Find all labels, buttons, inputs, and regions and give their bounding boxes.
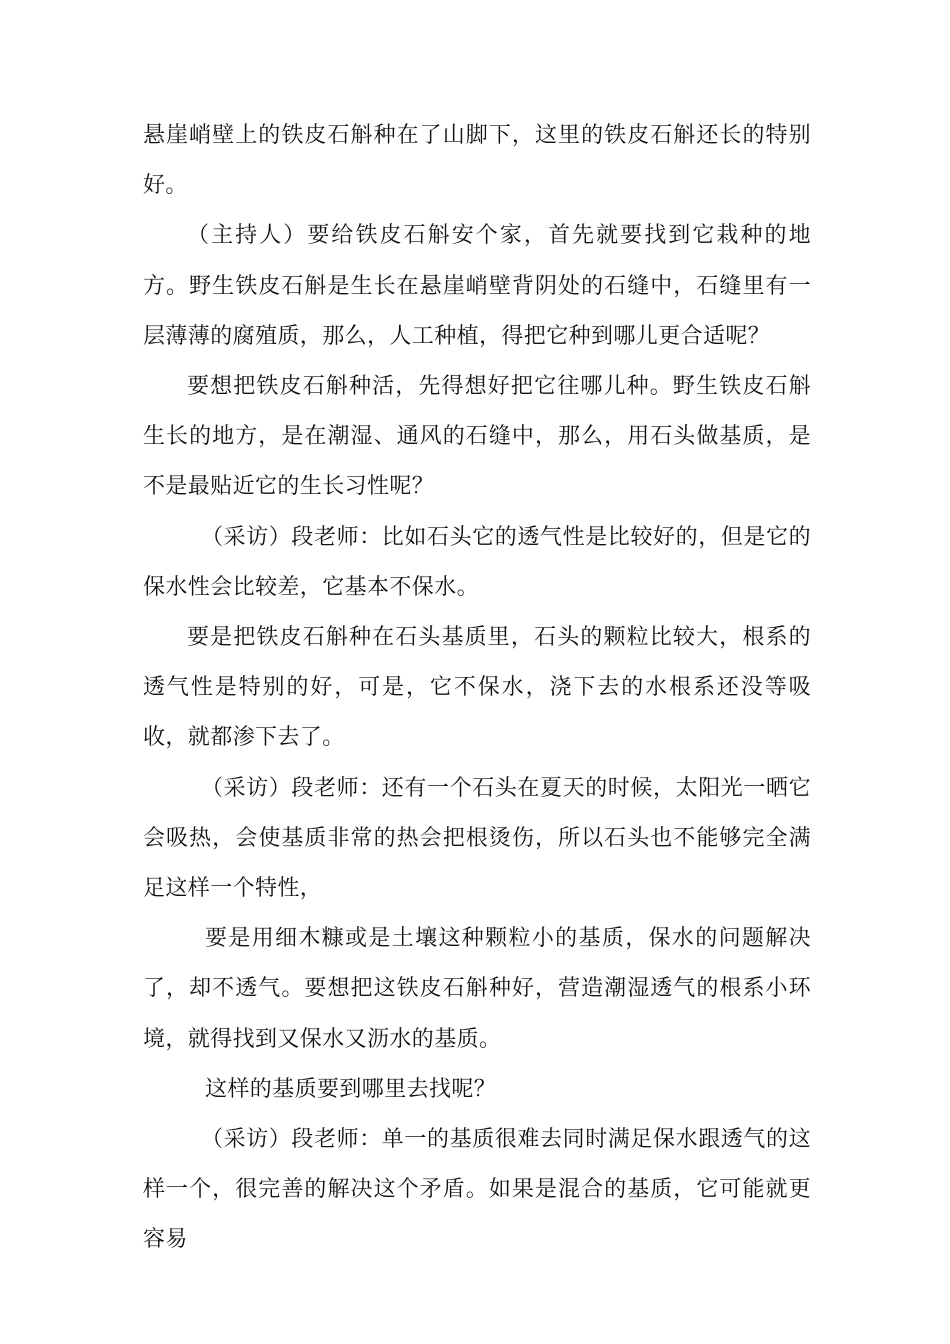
paragraph-9: （采访）段老师：单一的基质很难去同时满足保水跟透气的这样一个，很完善的解决这个矛盾。如果是混合的基质，它可能就更容易 bbox=[143, 1127, 811, 1253]
paragraph-2: （主持人）要给铁皮石斛安个家，首先就要找到它栽种的地方。野生铁皮石斛是生长在悬崖峭壁背阴处的石缝中，石缝里有一层薄薄的腐殖质，那么，人工种植，得把它种到哪儿更合适呢？ bbox=[143, 223, 811, 349]
paragraph-8: 这样的基质要到哪里去找呢？ bbox=[205, 1076, 497, 1102]
paragraph-7: 要是用细木糠或是土壤这种颗粒小的基质，保水的问题解决了，却不透气。要想把这铁皮石斛种好，营造潮湿透气的根系小环境，就得找到又保水又沥水的基质。 bbox=[143, 926, 811, 1052]
paragraph-6: （采访）段老师：还有一个石头在夏天的时候，太阳光一晒它会吸热，会使基质非常的热会把根烫伤，所以石头也不能够完全满足这样一个特性， bbox=[143, 775, 811, 902]
paragraph-3: 要想把铁皮石斛种活，先得想好把它往哪儿种。野生铁皮石斛生长的地方，是在潮湿、通风的石缝中，那么，用石头做基质，是不是最贴近它的生长习性呢？ bbox=[143, 374, 811, 500]
document-body bbox=[143, 111, 811, 1266]
paragraph-5: 要是把铁皮石斛种在石头基质里，石头的颗粒比较大，根系的透气性是特别的好，可是，它不保水，浇下去的水根系还没等吸收，就都渗下去了。 bbox=[143, 625, 811, 751]
paragraph-1: 悬崖峭壁上的铁皮石斛种在了山脚下，这里的铁皮石斛还长的特别好。 bbox=[143, 123, 811, 199]
paragraph-4: （采访）段老师：比如石头它的透气性是比较好的，但是它的保水性会比较差，它基本不保水。 bbox=[143, 524, 811, 600]
